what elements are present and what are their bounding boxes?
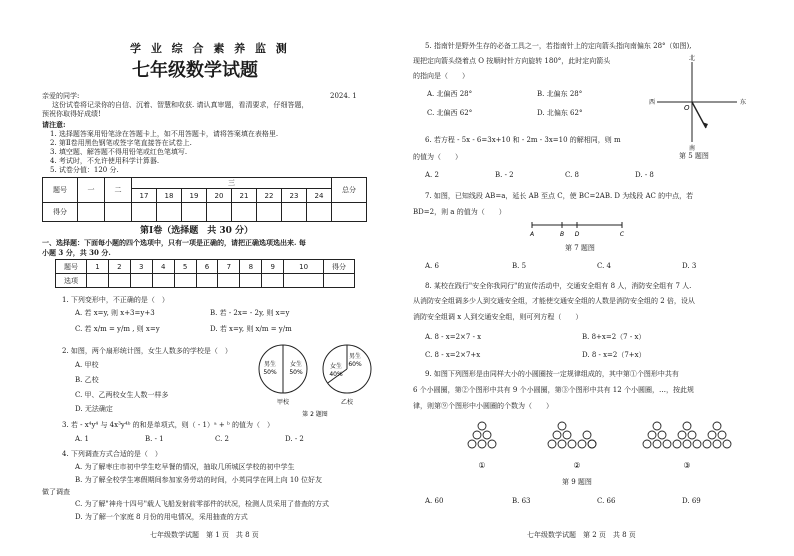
score-table-sub: 24 (307, 189, 332, 203)
option-3b: B. - 1 (145, 435, 164, 443)
pattern-circle (663, 440, 671, 448)
notice-item: 3. 填空题、解答题不得用铅笔或红色笔填写. (50, 148, 188, 156)
option-1a: A. 若 x=y, 则 x+3=y+3 (75, 309, 155, 317)
option-7a: A. 6 (425, 262, 439, 270)
answer-cell[interactable] (196, 274, 218, 288)
pattern-circle (583, 431, 591, 439)
question-5-line2: 现把定向箭头绕着点 O 按顺时针方向旋转 180°，此时定向箭头 (413, 57, 611, 65)
answer-table (55, 259, 355, 288)
pie-label: 50% (289, 369, 303, 376)
pattern-circle (708, 431, 716, 439)
option-8b: B. 8+x=2（7 - x） (582, 333, 646, 341)
option-9a: A. 60 (425, 497, 444, 505)
greeting: 亲爱的同学: (42, 92, 80, 100)
score-table-row-label: 得分 (43, 203, 78, 222)
option-6d: D. - 8 (635, 171, 654, 179)
pattern-circle (723, 440, 731, 448)
score-table-head: 总分 (332, 178, 367, 203)
score-table-head: 一 (78, 178, 105, 203)
option-4d: D. 为了解一个家庭 8 月份的用电情况，采用抽查的方式 (75, 513, 248, 521)
section-title: 第Ⅰ卷（选择题 共 30 分） (140, 226, 254, 236)
pie-label: 女生 (329, 363, 343, 370)
pie-chart-school-b (323, 345, 371, 406)
question-3: 3. 若 - x⁴y⁴ 与 4x³y⁴ᵇ 的和是单项式，则（ - 1）ᵃ + ᵇ 的值为（ ） (62, 421, 274, 429)
score-cell[interactable] (207, 203, 232, 222)
answer-cell[interactable] (240, 274, 262, 288)
pattern-circle (678, 431, 686, 439)
pattern-label: ① (478, 461, 486, 470)
segment-figure (527, 219, 627, 239)
pie-caption: 甲校 (276, 399, 290, 406)
option-9c: C. 66 (597, 497, 616, 505)
pattern-circle (478, 422, 486, 430)
score-cell[interactable] (157, 203, 182, 222)
section-desc: 一、选择题：下面每小题的四个选项中，只有一项是正确的，请把正确选项选出来. 每 (42, 238, 306, 247)
score-table-sub: 23 (282, 189, 307, 203)
answer-cell[interactable] (174, 274, 196, 288)
pattern-circle (673, 440, 681, 448)
option-2b: B. 乙校 (75, 376, 99, 384)
score-table-sub: 18 (157, 189, 182, 203)
pattern-circle (468, 440, 476, 448)
answer-cell[interactable] (324, 274, 355, 288)
answer-table-head: 7 (218, 260, 240, 274)
exam-header: 学 业 综 合 素 养 监 测 (130, 42, 290, 55)
answer-cell[interactable] (87, 274, 109, 288)
page-title: 七年级数学试题 (132, 60, 258, 81)
score-cell[interactable] (182, 203, 207, 222)
answer-cell[interactable] (152, 274, 174, 288)
question-7: 7. 如图，已知线段 AB=a，延长 AB 至点 C，使 BC=2AB. D 为线段 AC 的中点，若 (425, 192, 694, 200)
section-desc-2: 小题 3 分，共 30 分. (42, 248, 111, 257)
pattern-circle (563, 431, 571, 439)
question-9-line2: 6 个小圆圈，第②个图形中共有 9 个小圆圈，第③个图形中共有 12 个小圆圈，…，按此规 (413, 386, 694, 394)
pattern-label: ② (573, 461, 581, 470)
figure-caption: 第 2 题图 (302, 411, 328, 418)
compass-north: 北 (688, 55, 696, 62)
page-footer: 七年级数学试题 第 2 页 共 8 页 (527, 531, 636, 539)
intro-text: 这份试卷将记录你的自信、沉着、智慧和收获. 请认真审题，看清要求，仔细答题， (52, 101, 309, 109)
option-6c: C. 8 (565, 171, 580, 179)
point-label: A (529, 231, 535, 238)
pattern-circle (478, 440, 486, 448)
answer-cell[interactable] (262, 274, 284, 288)
pie-label: 男生 (348, 353, 362, 360)
notice-item: 1. 选择题答案用铅笔涂在答题卡上，如不用答题卡，请将答案填在表格里. (50, 130, 279, 138)
pie-label: 40% (329, 371, 343, 378)
score-table-sub: 19 (182, 189, 207, 203)
pattern-circle (648, 431, 656, 439)
pie-label: 60% (348, 361, 362, 368)
question-2: 2. 如图，两个扇形统计图，女生人数多的学校是（ ） (62, 347, 232, 355)
option-7b: B. 5 (512, 262, 527, 270)
pie-chart-school-a (259, 345, 307, 406)
pattern-circle (473, 431, 481, 439)
option-9d: D. 69 (682, 497, 701, 505)
point-label: B (559, 231, 565, 238)
score-table-head: 题号 (43, 178, 78, 203)
option-4b: B. 为了解全校学生寒假期间参加家务劳动的时间，小英同学在网上向 10 位好友 (75, 476, 322, 484)
pattern-circle (588, 440, 596, 448)
option-4b-cont: 做了调查 (42, 488, 70, 496)
answer-table-row-label: 选项 (56, 274, 87, 288)
option-8c: C. 8 - x=2×7+x (425, 351, 481, 359)
score-cell[interactable] (232, 203, 257, 222)
question-4: 4. 下列调查方式合适的是（ ） (62, 450, 162, 458)
answer-table-head: 10 (284, 260, 324, 274)
option-2c: C. 甲、乙两校女生人数一样多 (75, 391, 169, 399)
option-3a: A. 1 (75, 435, 89, 443)
pie-charts-figure (255, 342, 380, 420)
pattern-circle (578, 440, 586, 448)
score-table-sub: 22 (257, 189, 282, 203)
option-4c: C. 为了解"神舟十四号"载人飞船发射前零部件的状况，检测人员采用了普查的方式 (75, 500, 329, 508)
notice-item: 5. 试卷分值：120 分. (50, 166, 119, 174)
point-label: D (574, 231, 580, 238)
pattern-circle (703, 440, 711, 448)
score-cell[interactable] (132, 203, 157, 222)
question-5: 5. 指南针是野外生存的必备工具之一，若指南针上的定向箭头指向南偏东 28°（如图), (425, 42, 692, 50)
notice-item: 2. 第Ⅱ卷用黑色钢笔或签字笔直接答在试卷上. (50, 139, 192, 147)
pie-label: 女生 (289, 361, 303, 368)
option-1b: B. 若 - 2x= - 2y, 则 x=y (210, 309, 290, 317)
score-table-sub: 21 (232, 189, 257, 203)
answer-cell[interactable] (218, 274, 240, 288)
pattern-circle (558, 440, 566, 448)
pattern-circle (718, 431, 726, 439)
pattern-circle (643, 440, 651, 448)
pattern-circle (558, 422, 566, 430)
answer-table-head: 5 (174, 260, 196, 274)
pie-label: 男生 (263, 361, 277, 368)
question-9: 9. 如图下列图形是由同样大小的小圆圈按一定规律组成的，其中第①个图形中共有 (425, 370, 679, 378)
pattern-label: ③ (683, 461, 691, 470)
pattern-circle (653, 440, 661, 448)
option-6b: B. - 2 (495, 171, 514, 179)
question-8: 8. 某校在践行"安全你我同行"的宣传活动中，交通安全组有 8 人，消防安全组有 7 人. (425, 282, 692, 290)
score-cell[interactable] (78, 203, 105, 222)
point-label: C (619, 231, 625, 238)
answer-cell[interactable] (108, 274, 130, 288)
pattern-circle (693, 440, 701, 448)
answer-table-head: 8 (240, 260, 262, 274)
score-table (42, 177, 367, 222)
pie-label: 50% (263, 369, 277, 376)
option-9b: B. 63 (512, 497, 531, 505)
pattern-circle (658, 431, 666, 439)
pie-caption: 乙校 (340, 399, 354, 406)
answer-table-head: 9 (262, 260, 284, 274)
pattern-circle (483, 431, 491, 439)
option-4a: A. 为了解枣庄市初中学生吃早餐的情况，抽取几所城区学校的初中学生 (75, 463, 295, 471)
pattern-circle (713, 440, 721, 448)
question-1: 1. 下列变形中，不正确的是（ ） (62, 296, 169, 304)
option-5d: D. 北偏东 62° (537, 109, 583, 117)
option-2d: D. 无法确定 (75, 405, 113, 413)
option-8d: D. 8 - x=2（7+x） (582, 351, 646, 359)
question-8-line2: 从消防安全组调多少人到交通安全组，才能使交通安全组的人数是消防安全组的 2 倍，设从 (413, 297, 695, 305)
pattern-group (468, 422, 731, 448)
exam-date: 2024. 1 (330, 92, 357, 100)
compass-origin: O (684, 104, 690, 112)
option-1d: D. 若 x=y, 则 x/m = y/m (210, 325, 292, 333)
answer-table-head: 2 (108, 260, 130, 274)
question-7-line2: BD=2，则 a 的值为（ ） (413, 208, 506, 216)
score-cell[interactable] (307, 203, 332, 222)
option-5c: C. 北偏西 62° (427, 109, 473, 117)
notice-item: 4. 考试时，不允许使用科学计算器. (50, 157, 160, 165)
option-3d: D. - 2 (285, 435, 304, 443)
option-7d: D. 3 (682, 262, 697, 270)
option-3c: C. 2 (215, 435, 230, 443)
score-table-head: 三 (132, 178, 332, 189)
pattern-circle (688, 431, 696, 439)
figure-caption: 第 5 题图 (679, 152, 709, 160)
question-9-line3: 律，则第⑨个图形中小圆圈的个数为（ ） (413, 402, 553, 410)
pattern-circle (553, 431, 561, 439)
option-7c: C. 4 (597, 262, 612, 270)
figure-caption: 第 9 题图 (562, 478, 592, 486)
figure-caption: 第 7 题图 (565, 244, 595, 252)
answer-table-head: 1 (87, 260, 109, 274)
question-6-line2: 的值为（ ） (413, 153, 462, 161)
page-right (397, 0, 794, 556)
page-footer: 七年级数学试题 第 1 页 共 8 页 (150, 531, 259, 539)
answer-table-head: 6 (196, 260, 218, 274)
option-2a: A. 甲校 (75, 361, 99, 369)
score-table-sub: 17 (132, 189, 157, 203)
score-table-sub: 20 (207, 189, 232, 203)
score-table-head: 二 (105, 178, 132, 203)
pattern-circle (488, 440, 496, 448)
pattern-circle (548, 440, 556, 448)
answer-table-head: 得分 (324, 260, 355, 274)
score-cell[interactable] (332, 203, 367, 222)
circle-pattern-figure (442, 418, 762, 476)
pattern-circle (683, 440, 691, 448)
question-5-line3: 的指向是（ ） (413, 72, 469, 80)
answer-cell[interactable] (284, 274, 324, 288)
option-1c: C. 若 x/m = y/m , 则 x=y (75, 325, 160, 333)
score-cell[interactable] (105, 203, 132, 222)
answer-table-head: 4 (152, 260, 174, 274)
compass-east: 东 (739, 99, 747, 106)
option-5b: B. 北偏东 28° (537, 90, 583, 98)
score-cell[interactable] (257, 203, 282, 222)
question-8-line3: 消防安全组调 x 人到交通安全组，则可列方程（ ） (413, 313, 583, 321)
compass-figure (647, 50, 747, 160)
answer-table-head: 3 (130, 260, 152, 274)
option-6a: A. 2 (425, 171, 439, 179)
pattern-circle (653, 422, 661, 430)
notice-title: 请注意: (42, 120, 66, 129)
question-6: 6. 若方程 - 5x - 6=3x+10 和 - 2m - 3x=10 的解相同，则 m (425, 136, 621, 144)
pattern-circle (568, 440, 576, 448)
score-cell[interactable] (282, 203, 307, 222)
compass-south: 南 (688, 145, 696, 152)
answer-cell[interactable] (130, 274, 152, 288)
option-5a: A. 北偏西 28° (427, 90, 473, 98)
pattern-circle (683, 422, 691, 430)
pattern-circle (713, 422, 721, 430)
intro-text-2: 预祝你取得好成绩! (42, 110, 101, 118)
compass-west: 西 (648, 99, 656, 106)
answer-table-head: 题号 (56, 260, 87, 274)
option-8a: A. 8 - x=2×7 - x (425, 333, 482, 341)
